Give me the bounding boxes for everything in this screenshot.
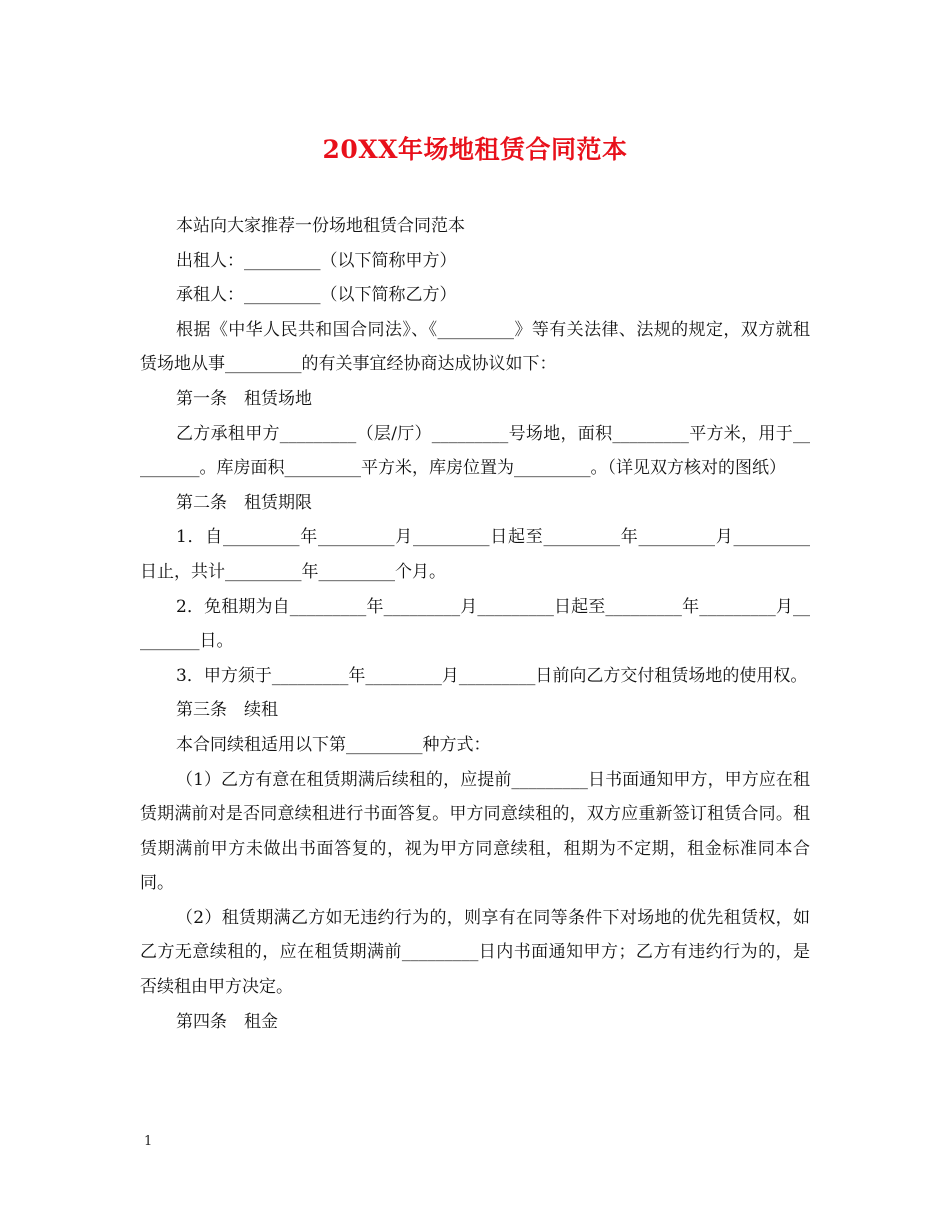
term-item-2: 2．免租期为自_________年_________月_________日起至_________年_________月_________日。 bbox=[140, 596, 810, 652]
article-3-heading: 第三条 续租 bbox=[176, 700, 278, 721]
article-2-heading: 第二条 租赁期限 bbox=[176, 492, 312, 513]
renewal-option-1: （1）乙方有意在租赁期满后续租的，应提前_________日书面通知甲方，甲方应在租赁期满前对是否同意续租进行书面答复。甲方同意续租的，双方应重新签订租赁合同。租赁期满前甲方未做出书面答复的，视为甲方同意续租，租期为不定期，租金标准同本合同。 bbox=[140, 769, 810, 894]
article-4-heading: 第四条 租金 bbox=[176, 1011, 278, 1032]
basis-paragraph: 根据《中华人民共和国合同法》、《_________》等有关法律、法规的规定，双方就租赁场地从事_________的有关事宜经协商达成协议如下： bbox=[140, 319, 810, 375]
article-1-heading: 第一条 租赁场地 bbox=[176, 388, 312, 409]
renewal-method-line: 本合同续租适用以下第_________种方式： bbox=[176, 734, 491, 755]
page-number: 1 bbox=[144, 1134, 153, 1149]
lessee-line: 承租人：_________（以下简称乙方） bbox=[176, 285, 457, 306]
lessor-line: 出租人：_________（以下简称甲方） bbox=[176, 250, 457, 271]
term-item-3: 3．甲方须于_________年_________月_________日前向乙方交付租赁场地的使用权。 bbox=[176, 665, 808, 686]
intro-paragraph: 本站向大家推荐一份场地租赁合同范本 bbox=[176, 216, 465, 236]
article-1-text: 乙方承租甲方_________（层/厅）_________号场地，面积_________平方米，用于_________。库房面积_________平方米，库房位置为_________。（详见双方核对的图纸） bbox=[140, 423, 810, 479]
document-body bbox=[140, 209, 810, 1039]
document-title: 20XX年场地租赁合同范本 bbox=[322, 135, 628, 164]
renewal-option-2: （2）租赁期满乙方如无违约行为的，则享有在同等条件下对场地的优先租赁权，如乙方无意续租的，应在租赁期满前_________日内书面通知甲方；乙方有违约行为的，是否续租由甲方决定。 bbox=[140, 907, 810, 998]
term-item-1: 1．自_________年_________月_________日起至_________年_________月_________日止，共计_________年_________个月。 bbox=[140, 527, 810, 582]
